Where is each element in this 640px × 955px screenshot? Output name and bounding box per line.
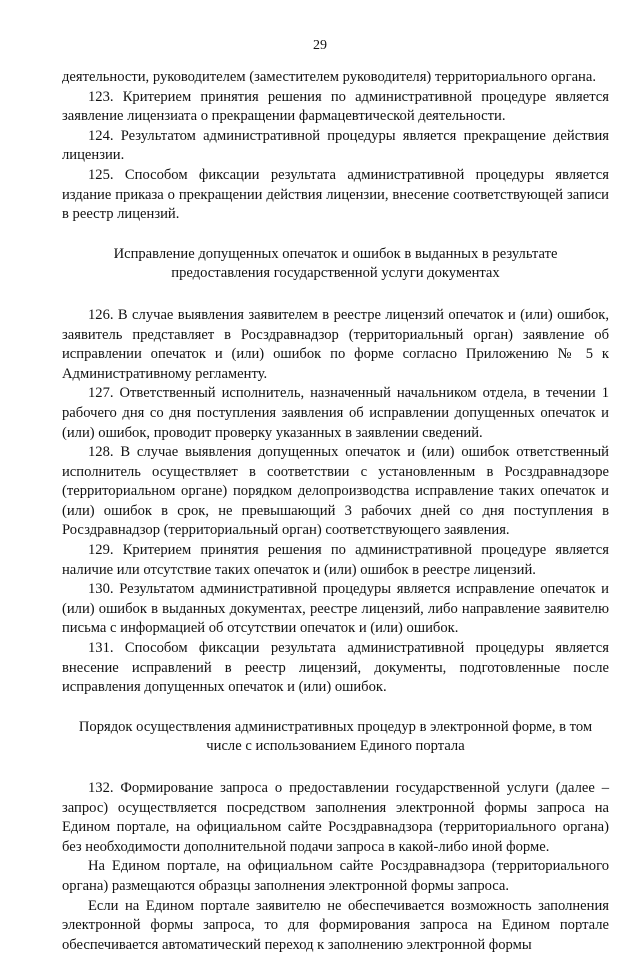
spacer (62, 225, 609, 245)
spacer (62, 284, 609, 306)
spacer (62, 757, 609, 779)
paragraph-124: 124. Результатом административной процедуры является прекращение действия лицензии. (62, 127, 609, 164)
paragraph-132: 132. Формирование запроса о предоставлении государственной услуги (далее – запрос) осуществляется посредством заполнения электронной формы запроса на Едином портале, на официальном сайте Росздравнадзора (территориального органа) без необходимости дополнительной подачи запроса в какой-либо иной форме. (62, 780, 609, 855)
paragraph-continuation: деятельности, руководителем (заместителем руководителя) территориального органа. (62, 69, 596, 85)
paragraph-131: 131. Способом фиксации результата административной процедуры является внесение исправлений в реестр лицензий, документы, подготовленные после исправления допущенных опечаток и (или) ошибок. (62, 640, 609, 696)
paragraph-130: 130. Результатом административной процедуры является исправление опечаток и (или) ошибок в выданных документах, реестре лицензий, либо направление заявителю письма с информацией об отсутствии опечаток и (или) ошибок. (62, 581, 609, 637)
section-heading-corrections: Исправление допущенных опечаток и ошибок в выданных в результате предоставления государственной услуги документах (113, 245, 558, 282)
paragraph-127: 127. Ответственный исполнитель, назначенный начальником отдела, в течении 1 рабочего дня со дня поступления заявления об исправлении допущенных опечаток и (или) ошибок, проводит проверку указанных в заявлении сведений. (62, 385, 609, 441)
paragraph-128: 128. В случае выявления допущенных опечаток и (или) ошибок ответственный исполнитель осуществляет в соответствии с установленным в Росздравнадзоре (территориальном органе) порядком делопроизводства исправление таких опечаток и (или) ошибок в срок, не превышающий 3 рабочих дней со дня поступления в Росздравнадзор (территориальный орган) соответствующего заявления. (62, 444, 609, 539)
paragraph-portal-samples: На Едином портале, на официальном сайте Росздравнадзора (территориального органа) размещаются образцы заполнения электронной формы запроса. (62, 858, 609, 894)
paragraph-125: 125. Способом фиксации результата административной процедуры является издание приказа о прекращении действия лицензии, внесение соответствующей записи в реестр лицензий. (62, 166, 609, 223)
paragraph-126: 126. В случае выявления заявителем в реестре лицензий опечаток и (или) ошибок, заявитель представляет в Росздравнадзор (территориальный орган) заявление об исправлении опечаток и (или) ошибок по форме согласно Приложению № 5 к Административному регламенту. (62, 306, 609, 382)
paragraph-129: 129. Критерием принятия решения по административной процедуре является наличие или отсутствие таких опечаток и (или) ошибок в реестре лицензий. (62, 542, 609, 578)
section-heading-electronic-procedures: Порядок осуществления административных процедур в электронной форме, в том числе с использованием Единого портала (78, 718, 593, 755)
spacer (62, 698, 609, 718)
document-body (62, 68, 609, 955)
page-number: 29 (313, 38, 327, 53)
paragraph-portal-redirect: Если на Едином портале заявителю не обеспечивается возможность заполнения электронной формы запроса, то для формирования запроса на Едином портале обеспечивается автоматический переход к заполнению электронной формы (62, 897, 609, 953)
paragraph-123: 123. Критерием принятия решения по административной процедуре является заявление лицензиата о прекращении фармацевтической деятельности. (62, 88, 609, 125)
